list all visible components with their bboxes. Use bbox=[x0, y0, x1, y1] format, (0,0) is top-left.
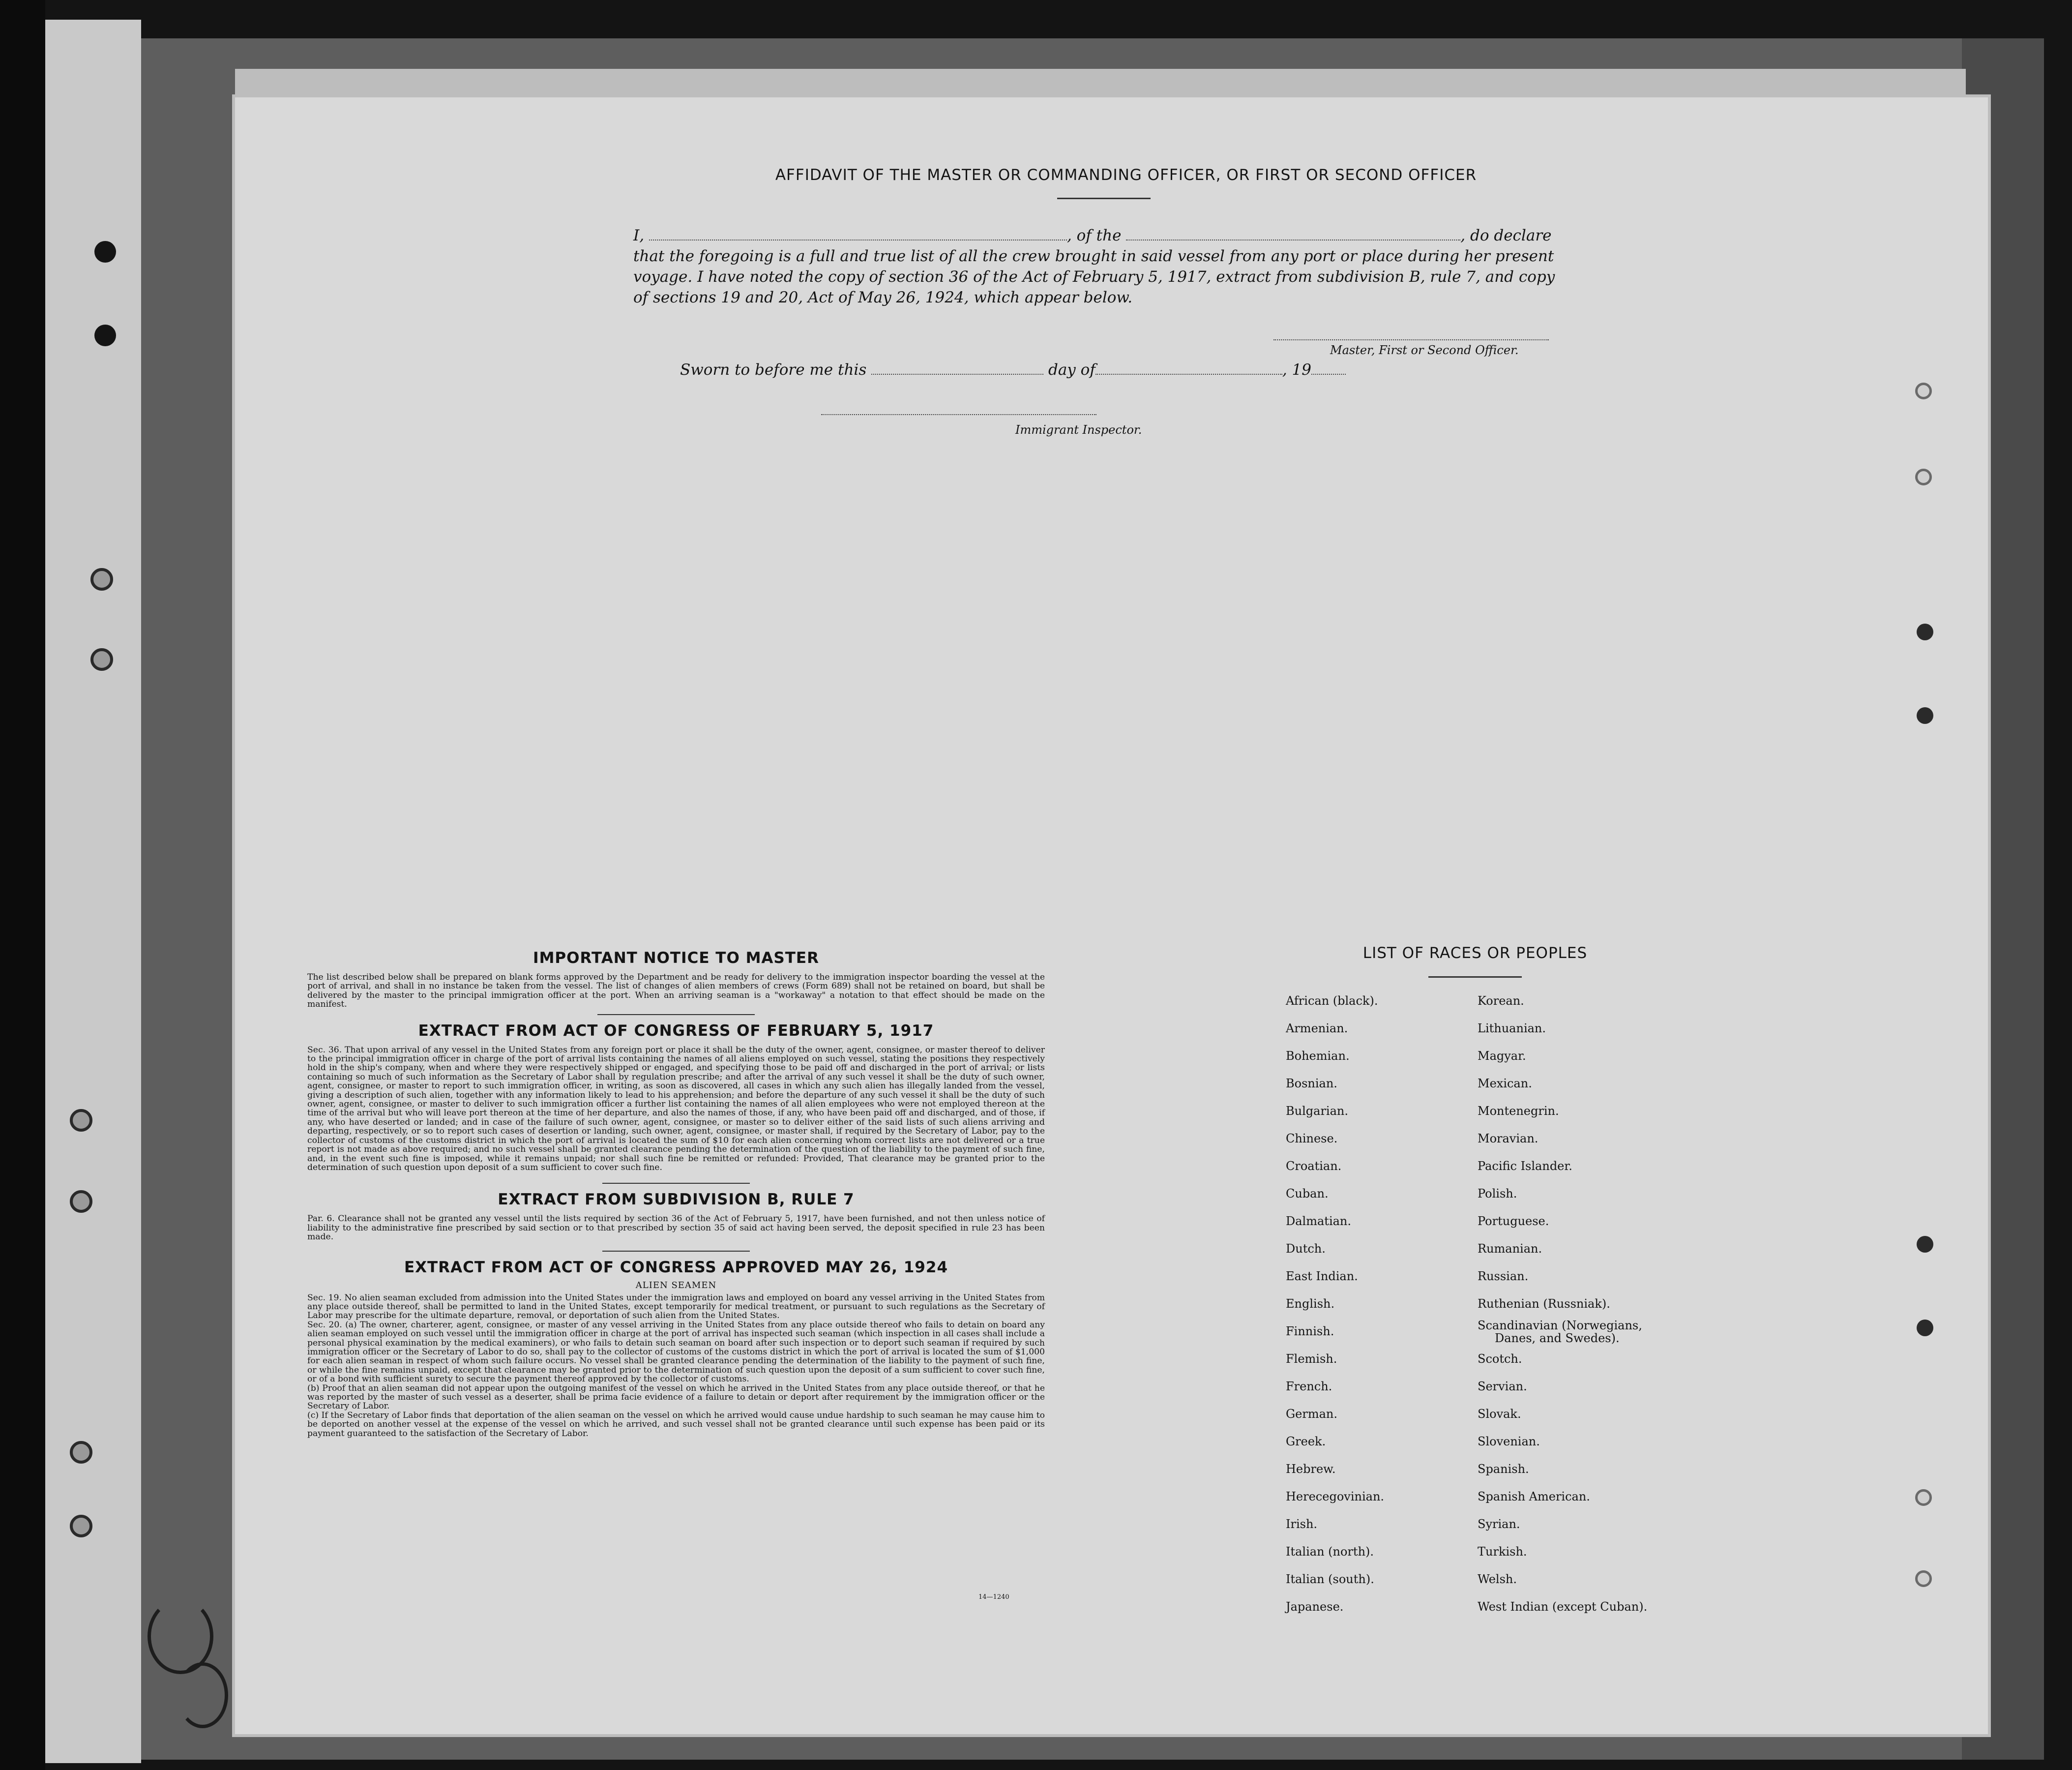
race-item: Korean. bbox=[1478, 994, 1524, 1008]
binding-strip bbox=[45, 20, 141, 1763]
race-item: Japanese. bbox=[1286, 1600, 1344, 1614]
race-item: Italian (south). bbox=[1286, 1572, 1374, 1586]
punch-hole bbox=[1915, 383, 1932, 399]
title-divider bbox=[1057, 198, 1151, 199]
race-item: Ruthenian (Russniak). bbox=[1478, 1297, 1610, 1311]
race-item: Chinese. bbox=[1286, 1132, 1338, 1145]
binder-hole bbox=[70, 1190, 92, 1213]
sworn-month-field[interactable] bbox=[1095, 374, 1282, 375]
binder-hole bbox=[70, 1515, 92, 1537]
extract1-title: EXTRACT FROM ACT OF CONGRESS OF FEBRUARY 5, 1917 bbox=[418, 1021, 934, 1040]
race-item: Hebrew. bbox=[1286, 1462, 1336, 1476]
race-item: French. bbox=[1286, 1380, 1332, 1393]
master-caption: Master, First or Second Officer. bbox=[1330, 343, 1519, 357]
declaration-text-2: that the foregoing is a full and true list of all the crew brought in said vessel from any port or place during her present bbox=[633, 247, 1554, 265]
of-the-label: , of the bbox=[1066, 227, 1122, 244]
master-signature-line[interactable] bbox=[1273, 339, 1549, 340]
extract1-text: Sec. 36. That upon arrival of any vessel in the United States from any foreign port or place it shall be the duty of the owner, agent, consignee, or master thereof to deliver to the principal immigration officer in charge of the port of arrival lists containing the names of all aliens employed on such vessel, stating the positions they respectively hold in the ship's company, when and where they were respectively shipped or engaged, and specifying those to be paid off and discharged in the port of arrival; or lists containing so much of such information as the Secretary of Labor shall by regulation prescribe; and after the arrival of any such vessel it shall be the duty of such owner, agent, consignee, or master to report to such immigration officer, in writing, as soon as discovered, all cases in which any such alien has illegally landed from the vessel, giving a description of such alien, together with any information likely to lead to his apprehension; and before the departure of any such vessel it shall be the duty of such owner, agent, consignee, or master to deliver to such immigration officer a further list containing the names of all alien employees who were not employed thereon at the time of the arrival but who will leave port thereon at the time of her departure, and also the names of those, if any, who have been paid off and discharged, and of those, if any, who have deserted or landed; and in case of the failure of such owner, agent, consignee, or master so to deliver either of the said lists of such aliens arriving and departing, respectively, or so to report such cases of desertion or landing, such owner, agent, consignee, or master shall, if required by the Secretary of Labor, pay to the collector of customs of the customs district in which the port of arrival is located the sum of $10 for each alien concerning whom correct lists are not delivered or a true report is not made as above required; and no such vessel shall be granted clearance pending the determination of the question of the liability to the payment of such fine, and, in the event such fine is imposed, while it remains unpaid; nor shall such fine be remitted or refunded: Provided, That clearance may be granted prior to the determination of such question upon deposit of a sum sufficient to cover such fine. bbox=[307, 1045, 1045, 1172]
race-item: Lithuanian. bbox=[1478, 1021, 1546, 1035]
race-item: Mexican. bbox=[1478, 1077, 1532, 1090]
i-label: I, bbox=[633, 227, 645, 244]
race-item: Rumanian. bbox=[1478, 1242, 1542, 1256]
binder-hole bbox=[90, 648, 113, 671]
year-label: , 19 bbox=[1282, 361, 1311, 379]
section-divider bbox=[602, 1251, 750, 1252]
binder-hole bbox=[90, 568, 113, 591]
punch-hole bbox=[1917, 1320, 1933, 1336]
punch-hole bbox=[1917, 1236, 1933, 1253]
race-item: Spanish. bbox=[1478, 1462, 1529, 1476]
race-item: Italian (north). bbox=[1286, 1545, 1374, 1559]
race-item: Irish. bbox=[1286, 1517, 1318, 1531]
race-item: Croatian. bbox=[1286, 1159, 1342, 1173]
extract3-sec20a: Sec. 20. (a) The owner, charterer, agent, consignee, or master of any vessel arriving in the United States from any place outside thereof who fails to detain on board any alien seaman employed on such vessel until the immigration officer in charge at the port of arrival has inspected such seaman (which inspection in all cases shall include a personal physical examination by the medical examiners), or who fails to detain such seaman on board after such inspection or to deport such seaman if required by such immigration officer or the Secretary of Labor to do so, shall pay to the collector of customs of the customs district in which the port of arrival is located the sum of $1,000 for each alien seaman in respect of whom such failure occurs. No vessel shall be granted clearance pending the determination of the liability to the payment of such fine, or while the fine remains unpaid, except that clearance may be granted prior to the determination of such question upon the deposit of a sum sufficient to cover such fine, or of a bond with sufficient surety to secure the payment thereof approved by the collector of customs. bbox=[307, 1320, 1045, 1384]
race-item: West Indian (except Cuban). bbox=[1478, 1600, 1648, 1614]
race-item: Spanish American. bbox=[1478, 1490, 1590, 1503]
extract3-title: EXTRACT FROM ACT OF CONGRESS APPROVED MAY 26, 1924 bbox=[404, 1258, 948, 1276]
extract3-sec19: Sec. 19. No alien seaman excluded from admission into the United States under the immigration laws and employed on board any vessel arriving in the United States from any place outside thereof, shall be permitted to land in the United States, except temporarily for medical treatment, or pursuant to such regulations as the Secretary of Labor may prescribe for the ultimate departure, removal, or deportation of such alien from the United States. bbox=[307, 1292, 1045, 1321]
race-item-continued: Danes, and Swedes). bbox=[1495, 1331, 1620, 1345]
race-item: Servian. bbox=[1478, 1380, 1527, 1393]
extract3-sec20b: (b) Proof that an alien seaman did not appear upon the outgoing manifest of the vessel on which he arrived in the United States from any place outside thereof, or that he was reported by the master of such vessel as a deserter, shall be prima facie evidence of a failure to detain or deport after requirement by the immigration officer or the Secretary of Labor. bbox=[307, 1383, 1045, 1411]
extract2-title: EXTRACT FROM SUBDIVISION B, RULE 7 bbox=[498, 1191, 855, 1209]
race-item: Moravian. bbox=[1478, 1132, 1539, 1145]
race-item: Herecegovinian. bbox=[1286, 1490, 1385, 1503]
sworn-day-field[interactable] bbox=[871, 374, 1043, 375]
crew-list-page bbox=[235, 97, 1988, 1734]
declare-label: , do declare bbox=[1460, 227, 1552, 244]
extract3-sec20c: (c) If the Secretary of Labor finds that deportation of the alien seaman on the vessel on which he arrived would cause undue hardship to such seaman he may cause him to be deported on another vessel at the expense of the vessel on which he arrived, and such vessel shall not be granted clearance until such expense has been paid or its payment guaranteed to the satisfaction of the Secretary of Labor. bbox=[307, 1410, 1045, 1439]
race-item: Montenegrin. bbox=[1478, 1104, 1559, 1118]
race-item: Bohemian. bbox=[1286, 1049, 1350, 1063]
binder-hole bbox=[94, 241, 116, 263]
punch-hole bbox=[1915, 1570, 1932, 1587]
declaration-text-3: voyage. I have noted the copy of section 36 of the Act of February 5, 1917, extract from subdivision B, rule 7, and copy bbox=[633, 268, 1555, 286]
affidavit-body bbox=[633, 225, 1587, 308]
sworn-label: Sworn to before me this bbox=[680, 361, 867, 379]
race-item: Welsh. bbox=[1478, 1572, 1517, 1586]
race-item: Bosnian. bbox=[1286, 1077, 1337, 1090]
race-item: Finnish. bbox=[1286, 1324, 1334, 1338]
race-item: Slovenian. bbox=[1478, 1435, 1540, 1448]
race-item: Portuguese. bbox=[1478, 1214, 1549, 1228]
notice-text: The list described below shall be prepared on blank forms approved by the Department and be ready for delivery to the immigration inspector boarding the vessel at the port of arrival, and shall in no instance be taken from the vessel. The list of changes of alien members of crews (Form 689) shall not be retained on board, but shall be delivered by the master to the principal immigration officer at the port. When an arriving seaman is a "workaway" a notation to that effect should be made on the manifest. bbox=[307, 972, 1045, 1010]
binder-hole bbox=[70, 1109, 92, 1132]
race-item: Greek. bbox=[1286, 1435, 1326, 1448]
form-number: 14—1240 bbox=[978, 1593, 1009, 1601]
race-item: Cuban. bbox=[1286, 1187, 1329, 1200]
race-item: Armenian. bbox=[1286, 1021, 1348, 1035]
race-item: Polish. bbox=[1478, 1187, 1517, 1200]
race-item: German. bbox=[1286, 1407, 1337, 1421]
race-item: Dalmatian. bbox=[1286, 1214, 1352, 1228]
section-divider bbox=[602, 1183, 750, 1184]
race-item: Russian. bbox=[1478, 1269, 1529, 1283]
punch-hole bbox=[1915, 1489, 1932, 1506]
extract3-subtitle: ALIEN SEAMEN bbox=[635, 1280, 717, 1290]
races-divider bbox=[1428, 976, 1522, 978]
punch-hole bbox=[1915, 469, 1932, 485]
handwritten-mark bbox=[177, 1662, 228, 1728]
page-edge bbox=[235, 69, 1966, 98]
race-item: Magyar. bbox=[1478, 1049, 1526, 1063]
race-item: Bulgarian. bbox=[1286, 1104, 1348, 1118]
race-item: African (black). bbox=[1286, 994, 1378, 1008]
extract2-text: Par. 6. Clearance shall not be granted any vessel until the lists required by section 36 of the Act of February 5, 1917, have been furnished, and not then unless notice of liability to the administrative fine prescribed by said section or to that prescribed by section 35 of said act having been served, the deposit specified in rule 23 has been made. bbox=[307, 1214, 1045, 1242]
declaration-line bbox=[633, 225, 1587, 246]
notice-title: IMPORTANT NOTICE TO MASTER bbox=[533, 949, 819, 967]
race-item: Scotch. bbox=[1478, 1352, 1522, 1366]
race-item: Pacific Islander. bbox=[1478, 1159, 1572, 1173]
race-item: Syrian. bbox=[1478, 1517, 1520, 1531]
inspector-caption: Immigrant Inspector. bbox=[1015, 423, 1142, 437]
section-divider bbox=[597, 1014, 755, 1015]
race-item: Dutch. bbox=[1286, 1242, 1326, 1256]
film-border bbox=[0, 0, 45, 1770]
punch-hole bbox=[1917, 707, 1933, 724]
punch-hole bbox=[1917, 624, 1933, 640]
declaration-text-4: of sections 19 and 20, Act of May 26, 1924, which appear below. bbox=[633, 289, 1133, 306]
binder-hole bbox=[94, 325, 116, 346]
race-item: Scandinavian (Norwegians, bbox=[1478, 1319, 1642, 1332]
sworn-year-field[interactable] bbox=[1311, 374, 1346, 375]
binder-hole bbox=[70, 1441, 92, 1464]
race-item: Slovak. bbox=[1478, 1407, 1521, 1421]
race-item: East Indian. bbox=[1286, 1269, 1358, 1283]
races-title: LIST OF RACES OR PEOPLES bbox=[1362, 944, 1588, 962]
race-item: Turkish. bbox=[1478, 1545, 1527, 1559]
affidavit-title: AFFIDAVIT OF THE MASTER OR COMMANDING OFFICER, OR FIRST OR SECOND OFFICER bbox=[775, 166, 1477, 184]
inspector-signature-line[interactable] bbox=[821, 414, 1096, 415]
notice-section bbox=[307, 949, 1045, 1438]
race-item: Flemish. bbox=[1286, 1352, 1337, 1366]
race-item: English. bbox=[1286, 1297, 1335, 1311]
day-of-label: day of bbox=[1048, 361, 1095, 379]
sworn-line bbox=[680, 361, 1346, 379]
